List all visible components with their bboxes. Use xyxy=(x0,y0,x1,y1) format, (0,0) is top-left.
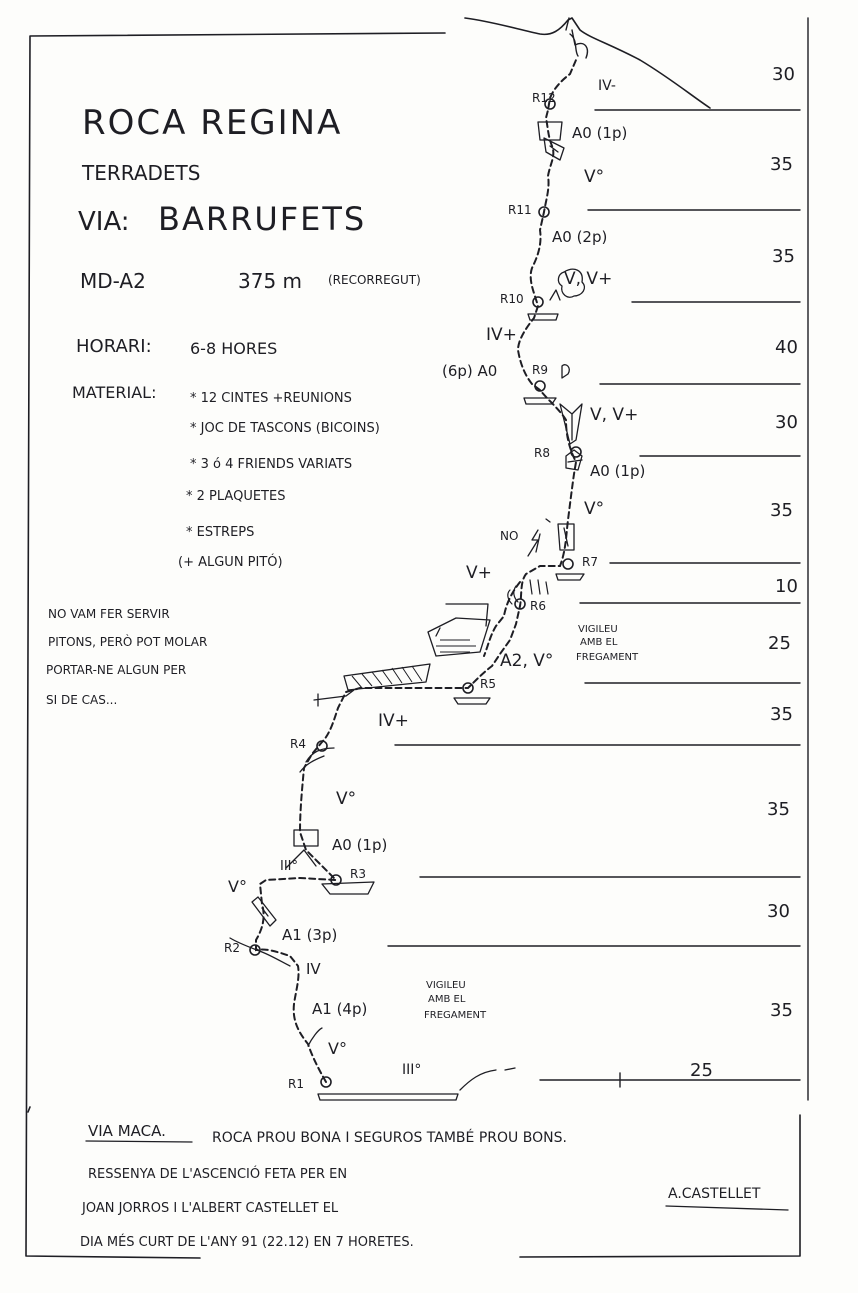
roof-6-hatching xyxy=(436,640,476,652)
belay-label: R6 xyxy=(530,599,546,613)
grade-label: IV+ xyxy=(378,711,409,731)
chockstone-8 xyxy=(566,450,582,470)
warning-line: FREGAMENT xyxy=(424,1010,487,1021)
pitch-length-1: 35 xyxy=(770,1000,793,1021)
belay-label: R11 xyxy=(508,203,532,217)
grade-label: A0 (1p) xyxy=(332,836,388,854)
footer-headline: VIA MACA. xyxy=(88,1122,166,1140)
material-item: * 3 ó 4 FRIENDS VARIATS xyxy=(190,457,353,472)
pitch-length-12: 30 xyxy=(772,64,795,85)
grade-label: V° xyxy=(584,499,605,519)
belay-r7 xyxy=(563,559,573,569)
ledge-5 xyxy=(454,698,490,704)
grade-label: (6p) A0 xyxy=(442,362,498,380)
summit-ridge xyxy=(465,18,710,108)
pitch-length-10: 35 xyxy=(772,246,795,267)
belay-label: R1 xyxy=(288,1077,304,1091)
roof-6 xyxy=(428,604,490,656)
divider-1 xyxy=(540,1073,800,1087)
ledge-10 xyxy=(528,290,560,320)
note-line: SI DE CAS... xyxy=(46,693,118,707)
route-name: BARRUFETS xyxy=(158,200,367,238)
corner-1 xyxy=(308,1028,322,1046)
grade-label: A2, V° xyxy=(500,651,554,671)
base-ledge xyxy=(318,1094,458,1100)
grade-label: A0 (1p) xyxy=(572,124,628,142)
grade-label: A1 (3p) xyxy=(282,926,338,944)
belay-label: R2 xyxy=(224,941,240,955)
route-length-note: (RECORREGUT) xyxy=(328,273,421,287)
dihedral-12 xyxy=(544,138,564,160)
belay-labels xyxy=(224,91,598,1091)
material-item: (+ ALGUN PITÓ) xyxy=(178,555,283,570)
aid-box-3 xyxy=(294,830,318,846)
schedule-label: HORARI: xyxy=(76,336,152,357)
grade-label: V° xyxy=(228,877,247,896)
footer-headline-rest: ROCA PROU BONA I SEGUROS TAMBÉ PROU BONS. xyxy=(212,1130,567,1146)
grade-label: IV xyxy=(306,960,321,978)
route-variant xyxy=(484,582,520,656)
grade-label: III° xyxy=(280,859,299,874)
belay-label: R3 xyxy=(350,867,366,881)
pitch-lengths xyxy=(690,64,798,1081)
frame-tick xyxy=(28,1107,30,1112)
material-item: * JOC DE TASCONS (BICOINS) xyxy=(190,421,380,436)
belay-label: R10 xyxy=(500,292,524,306)
route-length: 375 m xyxy=(238,269,303,293)
area-name: TERRADETS xyxy=(82,161,201,185)
warning-line: FREGAMENT xyxy=(576,652,639,663)
friction-warning-lower xyxy=(424,980,487,1021)
corner-4 xyxy=(300,748,334,772)
pitch-length-2: 30 xyxy=(767,901,790,922)
warning-line: AMB EL xyxy=(428,994,466,1005)
pitch-length-11: 35 xyxy=(770,154,793,175)
pitch-length-3: 35 xyxy=(767,799,790,820)
belay-label: R7 xyxy=(582,555,598,569)
signature: A.CASTELLET xyxy=(668,1186,761,1202)
grade-label: A1 (4p) xyxy=(312,1000,368,1018)
route-footer xyxy=(80,1122,788,1250)
approach-length: 25 xyxy=(690,1060,713,1081)
belay-label: R8 xyxy=(534,446,550,460)
warning-line: VIGILEU xyxy=(426,980,466,991)
note-line: PORTAR-NE ALGUN PER xyxy=(46,663,187,677)
roof-5-hatching xyxy=(352,666,422,688)
crag-title: ROCA REGINA xyxy=(82,103,343,143)
grade-label: V° xyxy=(328,1039,347,1058)
footer-line: RESSENYA DE L'ASCENCIÓ FETA PER EN xyxy=(88,1167,348,1182)
grade-label: V, V+ xyxy=(590,405,639,425)
pitch-length-9: 40 xyxy=(775,337,798,358)
note-line: NO VAM FER SERVIR xyxy=(48,607,170,621)
grade-label: A0 (1p) xyxy=(590,462,646,480)
grade-label: A0 (2p) xyxy=(552,228,608,246)
material-item: * 12 CINTES +REUNIONS xyxy=(190,391,352,406)
note-line: PITONS, PERÒ POT MOLAR xyxy=(48,635,208,649)
grade-label: V, V+ xyxy=(564,269,613,289)
grade-label: NO xyxy=(500,529,519,543)
pitch-length-5: 25 xyxy=(768,633,791,654)
grade-label: III° xyxy=(402,1062,422,1078)
no-arrow xyxy=(528,530,540,556)
grade-label: V+ xyxy=(466,563,492,583)
belay-label: R4 xyxy=(290,737,306,751)
warning-line: VIGILEU xyxy=(578,624,618,635)
base-scree xyxy=(460,1068,515,1090)
route-header xyxy=(72,103,421,570)
pitons-note xyxy=(46,607,207,707)
grade-label: V° xyxy=(336,789,357,809)
aid-box-12 xyxy=(538,122,562,140)
material-label: MATERIAL: xyxy=(72,383,157,402)
belay-label: R5 xyxy=(480,677,496,691)
pitch-length-7: 35 xyxy=(770,500,793,521)
signature-underline xyxy=(666,1206,788,1210)
belay-label: R12 xyxy=(532,91,556,105)
footer-line: JOAN JORROS I L'ALBERT CASTELLET EL xyxy=(82,1201,339,1216)
material-item: * 2 PLAQUETES xyxy=(186,489,286,504)
pitch-length-8: 30 xyxy=(775,412,798,433)
dihedral-8 xyxy=(560,404,582,444)
pitch-length-6: 10 xyxy=(775,576,798,597)
bush-9 xyxy=(562,365,569,378)
footer-line: DIA MÉS CURT DE L'ANY 91 (22.12) EN 7 HORETES. xyxy=(80,1235,414,1250)
friction-warning-upper xyxy=(576,624,639,663)
route-label: VIA: xyxy=(78,207,130,237)
pitch-dividers xyxy=(388,110,800,1087)
schedule-value: 6-8 HORES xyxy=(190,339,278,358)
grade-label: IV+ xyxy=(486,325,517,345)
grade-label: IV- xyxy=(598,78,616,94)
pitch-length-4: 35 xyxy=(770,704,793,725)
grade-label: V° xyxy=(584,167,605,187)
belay-label: R9 xyxy=(532,363,548,377)
warning-line: AMB EL xyxy=(580,637,618,648)
material-item: * ESTREPS xyxy=(186,525,255,540)
headline-underline xyxy=(86,1141,192,1142)
route-grade: MD-A2 xyxy=(80,269,146,293)
